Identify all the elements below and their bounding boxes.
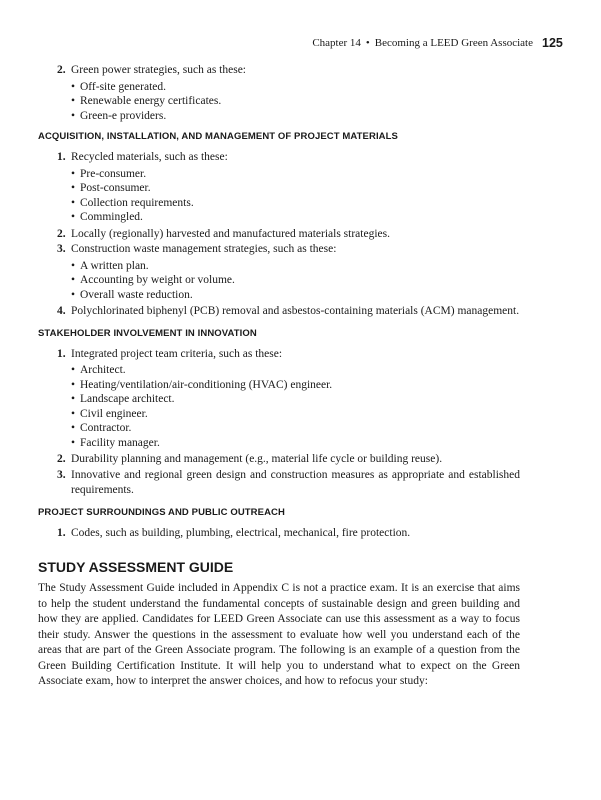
item-number: 2.: [57, 64, 66, 76]
bullet-item: • Facility manager.: [71, 436, 160, 449]
item-number: 2.: [57, 227, 66, 240]
item-text: Locally (regionally) harvested and manufactured materials strategies.: [71, 227, 390, 240]
item-text: Codes, such as building, plumbing, electrical, mechanical, fire protection.: [71, 526, 411, 539]
item-number: 1.: [57, 526, 66, 539]
study-guide-title: STUDY ASSESSMENT GUIDE: [38, 559, 234, 575]
item-text: Construction waste management strategies, such as these:: [71, 243, 337, 255]
bullet-item: • Green-e providers.: [71, 109, 167, 122]
chapter-label: Chapter 14: [312, 37, 361, 49]
chapter-title: Becoming a LEED Green Associate: [374, 37, 533, 49]
bullet-list: [38, 167, 520, 225]
item-number: 3.: [57, 468, 66, 481]
bullet-item: • Off-site generated.: [71, 80, 166, 93]
bullet-item: • Commingled.: [71, 211, 143, 223]
item-text: Polychlorinated biphenyl (PCB) removal and asbestos-containing materials (ACM) management.: [71, 305, 520, 317]
list-item: [38, 63, 520, 79]
section-heading-surroundings: PROJECT SURROUNDINGS AND PUBLIC OUTREACH: [38, 506, 285, 518]
bullet-item: • Heating/ventilation/air-conditioning (HVAC) engineer.: [71, 378, 333, 391]
page-content: [38, 63, 520, 690]
bullet-item: • Contractor.: [71, 422, 132, 434]
header-bullet: •: [365, 37, 370, 49]
item-text: Green power strategies, such as these:: [71, 64, 246, 76]
list-item: [38, 452, 520, 468]
list-item: [38, 242, 520, 258]
list-item: [38, 227, 520, 243]
bullet-item: • Post-consumer.: [71, 182, 151, 194]
running-header: [0, 37, 533, 49]
study-guide-paragraph: The Study Assessment Guide included in Appendix C is not a practice exam. It is an exercise that aims to help the student understand the fundamental concepts of sustainable design and green building and how they are applied. Candidates for LEED Green Associate can use this assessment as a way to focus their study. Answer the questions in the assessment to evaluate how well you understand each of the areas that are part of the Green Associate program. The following is an example of a question from the Green Building Certification Institute. It will help you to understand what to expect on the Green Associate exam, how to interpret the answer choices, and how to refocus your study:: [38, 582, 520, 687]
item-number: 1.: [57, 151, 66, 163]
list-item: [38, 304, 520, 320]
bullet-item: • Civil engineer.: [71, 407, 148, 420]
item-text: Recycled materials, such as these:: [71, 151, 228, 163]
list-item: [38, 468, 520, 499]
item-text: Innovative and regional green design and construction measures as appropriate and established requirements.: [71, 468, 520, 496]
list-item: [38, 347, 520, 363]
bullet-item: • Landscape architect.: [71, 393, 175, 405]
bullet-item: • Pre-consumer.: [71, 167, 147, 180]
page-number: 125: [542, 36, 563, 50]
section-heading-stakeholder: STAKEHOLDER INVOLVEMENT IN INNOVATION: [38, 327, 257, 339]
item-number: 3.: [57, 243, 66, 255]
bullet-list: [38, 363, 520, 450]
section-heading-materials: ACQUISITION, INSTALLATION, AND MANAGEMENT OF PROJECT MATERIALS: [38, 131, 398, 142]
item-number: 2.: [57, 453, 66, 465]
bullet-list: [38, 80, 520, 124]
bullet-item: • Collection requirements.: [71, 196, 194, 209]
item-number: 4.: [57, 305, 66, 317]
bullet-item: • Renewable energy certificates.: [71, 95, 222, 107]
list-item: [38, 526, 520, 542]
bullet-item: • Overall waste reduction.: [71, 288, 193, 301]
item-text: Durability planning and management (e.g., material life cycle or building reuse).: [71, 453, 443, 465]
bullet-item: • Accounting by weight or volume.: [71, 274, 235, 286]
item-number: 1.: [57, 347, 66, 360]
bullet-item: • Architect.: [71, 364, 126, 376]
bullet-list: [38, 259, 520, 303]
list-item: [38, 150, 520, 166]
bullet-item: • A written plan.: [71, 259, 149, 272]
item-text: Integrated project team criteria, such as these:: [71, 347, 283, 360]
